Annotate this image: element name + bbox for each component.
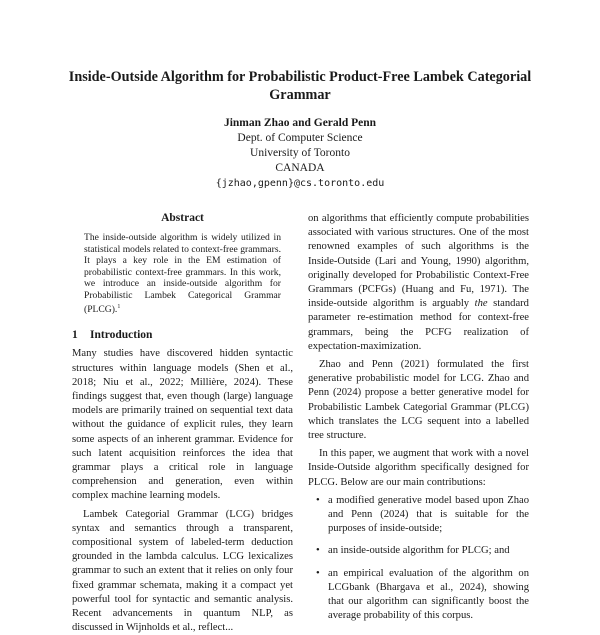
author-email: {jzhao,gpenn}@cs.toronto.edu — [215, 178, 385, 189]
abstract-body: The inside-outside algorithm is widely utilized in statistical models related to context-free grammars. It plays a key role in the EM estimation of probabilistic context-free grammars. In this work, we introduce an inside-outside algorithm for Probabilistic Lambek Categorical Grammar (PLCG). — [84, 232, 281, 315]
right-paragraph-1-start: on algorithms that efficiently compute probabilities associated with various structures. One of the most renowned examples of such algorithms is the Inside-Outside (Lari and Young, 1990) algorithm, originally developed for Probabilistic Context-Free Grammars (PCFGs) (Huang and Fu, 1971). The inside-outside algorithm is arguably — [308, 213, 529, 310]
affiliation-department: Dept. of Computer Science — [237, 132, 363, 144]
author-names: Jinman Zhao and Gerald Penn — [223, 117, 377, 129]
intro-paragraph-1: Many studies have discovered hidden syntactic structures within language models (Shen et al., 2018; Niu et al., 2022; Millière, 2024). These findings suggest that, even though (large) language models are primarily trained on sequential text data without the guidance of explicit rules, they learn some aspects of an inherent grammar. Evidence for such latent acquisition reinforces the idea that grammar plays a critical role in language comprehension and generation, even within complex machine learning models. — [72, 348, 293, 502]
section-heading-introduction — [72, 329, 293, 341]
right-paragraph-1-emphasis: the — [474, 298, 488, 310]
paper-title: Inside-Outside Algorithm for Probabilistic Product-Free Lambek Categorial Grammar — [68, 69, 532, 103]
bullet-icon: • — [316, 567, 320, 579]
left-column — [72, 212, 293, 635]
right-column — [308, 212, 529, 631]
right-paragraph-1 — [308, 212, 529, 354]
contribution-item: • a modified generative model based upon Zhao and Penn (2024) that is suitable for the purposes of inside-outside; — [316, 494, 529, 535]
contribution-list — [308, 494, 529, 624]
section-number: 1 — [72, 329, 78, 342]
contribution-item: • an empirical evaluation of the algorithm on LCGbank (Bhargava et al., 2024), showing that our algorithm can significantly boost the average probability of this corpus. — [316, 567, 529, 622]
right-paragraph-2: Zhao and Penn (2021) formulated the first generative probabilistic model for LCG. Zhao and Penn (2024) propose a better generative model for Probabilistic Lambek Categorial Grammar (PLCG) which translates the LCG sequent into a labelled tree structure. — [308, 359, 529, 442]
affiliation-country: CANADA — [275, 162, 325, 174]
section-title: Introduction — [90, 329, 153, 342]
intro-paragraph-2: Lambek Categorial Grammar (LCG) bridges syntax and semantics through a transparent, compositional system of labeled-term deduction grounded in the lambda calculus. LCG lexicalizes grammar to such an extent that it relies on only four fixed grammar schemata, making it a compact yet powerful tool for syntactic and semantic analysis. Recent advancements in quantum NLP, as discussed in Wijnholds et al., reflect... — [72, 508, 293, 634]
affiliation-university: University of Toronto — [250, 147, 350, 159]
bullet-icon: • — [316, 494, 320, 506]
footnote-mark: 1 — [117, 303, 121, 310]
abstract-heading: Abstract — [161, 212, 204, 224]
author-block — [150, 116, 450, 191]
right-paragraph-1-end: standard parameter re-estimation method for context-free grammars, being the PCFG realization of expectation-maximization. — [308, 298, 529, 352]
abstract-text — [84, 232, 281, 315]
bullet-icon: • — [316, 545, 320, 557]
right-paragraph-3: In this paper, we augment that work with a novel Inside-Outside algorithm specifically designed for PLCG. Below are our main contributions: — [308, 448, 529, 488]
contribution-item: • an inside-outside algorithm for PLCG; and — [308, 544, 529, 558]
